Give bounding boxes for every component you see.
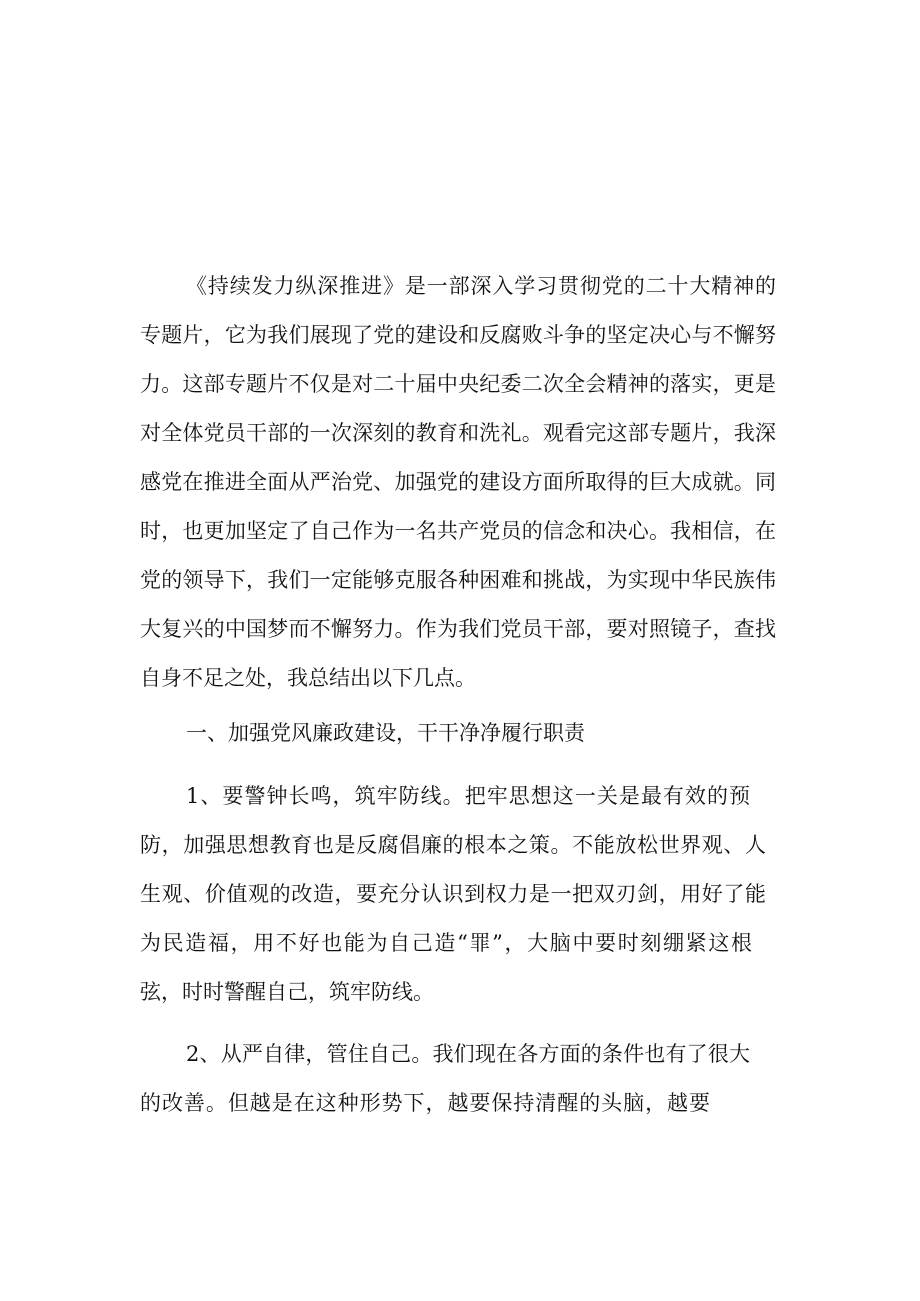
paragraph-line: 弦，时时警醒自己，筑牢防线。 [140, 980, 434, 1004]
paragraph-line: 对全体党员干部的一次深刻的教育和洗礼。观看完这部专题片，我深 [140, 421, 776, 445]
paragraph-line: 生观、价值观的改造，要充分认识到权力是一把双刃剑，用好了能 [140, 882, 766, 906]
paragraph-line: 大复兴的中国梦而不懈努力。作为我们党员干部，要对照镜子，查找 [140, 617, 776, 641]
paragraph-line: 为民造福，用不好也能为自己造“罪”，大脑中要时刻绷紧这根 [140, 931, 752, 955]
paragraph-line: 的改善。但越是在这种形势下，越要保持清醒的头脑，越要 [140, 1091, 710, 1115]
paragraph-line: 1、要警钟长鸣，筑牢防线。把牢思想这一关是最有效的预 [186, 784, 750, 808]
paragraph-line: 2、从严自律，管住自己。我们现在各方面的条件也有了很大 [186, 1042, 750, 1066]
paragraph-line: 专题片，它为我们展现了党的建设和反腐败斗争的坚定决心与不懈努 [140, 323, 776, 347]
paragraph-line: 党的领导下，我们一定能够克服各种困难和挑战，为实现中华民族伟 [140, 568, 776, 592]
paragraph-line: 防，加强思想教育也是反腐倡廉的根本之策。不能放松世界观、人 [140, 833, 766, 857]
paragraph-line: 力。这部专题片不仅是对二十届中央纪委二次全会精神的落实，更是 [140, 372, 776, 396]
paragraph-line: 感党在推进全面从严治党、加强党的建设方面所取得的巨大成就。同 [140, 470, 776, 494]
paragraph-line: 自身不足之处，我总结出以下几点。 [140, 666, 476, 690]
section-heading: 一、加强党风廉政建设，干干净净履行职责 [186, 721, 585, 745]
paragraph-line: 《持续发力纵深推进》是一部深入学习贯彻党的二十大精神的 [186, 274, 776, 298]
paragraph-line: 时，也更加坚定了自己作为一名共产党员的信念和决心。我相信，在 [140, 519, 776, 543]
